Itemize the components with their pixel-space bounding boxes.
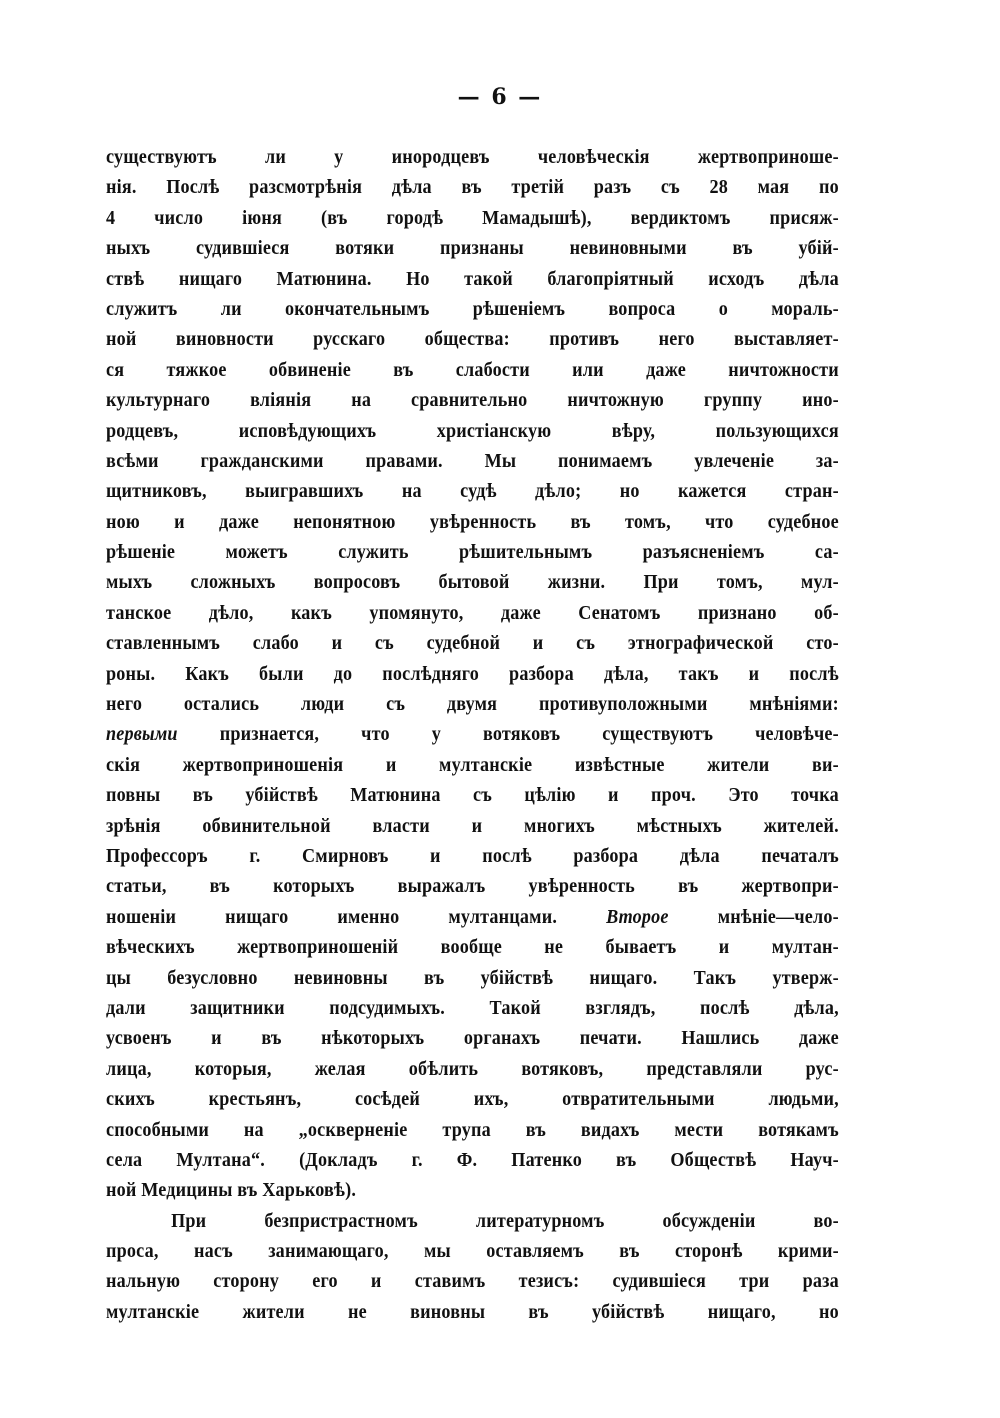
line-text: повны въ убійствѣ Матюнина съ цѣлію и проч. Это точка xyxy=(106,785,839,807)
line-text: ствѣ нищаго Матюнина. Но такой благопріятный исходъ дѣла xyxy=(106,268,839,290)
line-text: Профессоръ г. Смирновъ и послѣ разбора дѣла печаталъ xyxy=(106,845,839,867)
text-line xyxy=(106,964,839,994)
text-line xyxy=(106,629,839,659)
line-text: него остались люди съ двумя противуположными мнѣніями: xyxy=(106,694,839,716)
line-text: ся тяжкое обвиненіе въ слабости или даже ничтожности xyxy=(106,359,839,381)
line-text: ставленнымъ слабо и съ судебной и съ этнографической сто- xyxy=(106,633,839,655)
text-line xyxy=(106,234,839,264)
text-line xyxy=(106,842,839,872)
text-line xyxy=(106,173,839,203)
text-line xyxy=(106,690,839,720)
text-line xyxy=(106,1298,839,1328)
text-line xyxy=(106,660,839,690)
line-text: культурнаго вліянія на сравнительно ничтожную группу ино- xyxy=(106,390,839,412)
text-line xyxy=(106,204,839,234)
line-text: При безпристрастномъ литературномъ обсужденіи во- xyxy=(171,1210,839,1232)
line-text: роны. Какъ были до послѣдняго разбора дѣла, такъ и послѣ xyxy=(106,663,839,685)
text-line xyxy=(106,994,839,1024)
line-text: села Мултана“. (Докладъ г. Ф. Патенко въ Обществѣ Науч- xyxy=(106,1149,839,1171)
text-line xyxy=(106,325,839,355)
line-text: усвоенъ и въ нѣкоторыхъ органахъ печати. Нашлись даже xyxy=(106,1028,839,1050)
line-text: статьи, въ которыхъ выражалъ увѣренность въ жертвопри- xyxy=(106,876,839,898)
text-line xyxy=(106,812,839,842)
line-text: рѣшеніе можетъ служить рѣшительнымъ разъясненіемъ са- xyxy=(106,542,839,564)
line-text: родцевъ, исповѣдующихъ христіанскую вѣру, пользующихся xyxy=(106,420,839,442)
text-line xyxy=(106,751,839,781)
text-line xyxy=(106,265,839,295)
line-text: проса, насъ занимающаго, мы оставляемъ въ сторонѣ крими- xyxy=(106,1241,839,1263)
text-line xyxy=(106,720,839,750)
text-line xyxy=(106,933,839,963)
text-line xyxy=(106,143,839,173)
italic-emphasis: Второе xyxy=(606,906,669,928)
text-line xyxy=(106,1116,839,1146)
line-text: нія. Послѣ разсмотрѣнія дѣла въ третій разъ съ 28 мая по xyxy=(106,177,839,199)
line-text: 4 число іюня (въ городѣ Мамадышѣ), вердиктомъ присяж- xyxy=(106,207,839,229)
line-text: скія жертвоприношенія и мултанскіе извѣстные жители ви- xyxy=(106,754,839,776)
line-text: ныхъ судившіеся вотяки признаны невиновными въ убій- xyxy=(106,238,839,260)
body-text xyxy=(106,143,839,1328)
line-text: ношеніи нищаго именно мултанцами. xyxy=(106,906,607,928)
text-line xyxy=(106,568,839,598)
line-text: ной виновности русскаго общества: противъ него выставляет- xyxy=(106,329,839,351)
text-line xyxy=(106,599,839,629)
text-line xyxy=(106,356,839,386)
text-line xyxy=(106,1024,839,1054)
line-text: существуютъ ли у инородцевъ человѣческія жертвоприноше- xyxy=(106,147,839,168)
text-line xyxy=(106,1207,839,1237)
line-text: способными на „оскверненіе трупа въ видахъ мести вотякамъ xyxy=(106,1119,839,1141)
text-line xyxy=(106,447,839,477)
text-line xyxy=(106,386,839,416)
line-text: служитъ ли окончательнымъ рѣшеніемъ вопроса о мораль- xyxy=(106,298,839,320)
page-number: — 6 — xyxy=(457,84,543,110)
text-line xyxy=(106,1176,839,1206)
line-text: щитниковъ, выигравшихъ на судѣ дѣло; но кажется стран- xyxy=(106,481,839,503)
text-line xyxy=(106,417,839,447)
text-line xyxy=(106,1055,839,1085)
line-text: мыхъ сложныхъ вопросовъ бытовой жизни. При томъ, мул- xyxy=(106,572,839,594)
text-line xyxy=(106,872,839,902)
text-line xyxy=(106,1267,839,1297)
line-text: танское дѣло, какъ упомянуто, даже Сенатомъ признано об- xyxy=(106,602,839,624)
text-line xyxy=(106,477,839,507)
line-text: признается, что у вотяковъ существуютъ человѣче- xyxy=(177,724,839,746)
line-text: ною и даже непонятною увѣренность въ томъ, что судебное xyxy=(106,511,839,533)
text-line xyxy=(106,781,839,811)
line-text: цы безусловно невиновны въ убійствѣ нищаго. Такъ утверж- xyxy=(106,967,839,989)
text-line xyxy=(106,508,839,538)
line-text: мнѣніе—чело- xyxy=(668,906,839,928)
line-text: дали защитники подсудимыхъ. Такой взглядъ, послѣ дѣла, xyxy=(106,997,839,1019)
line-text: нальную сторону его и ставимъ тезисъ: судившіеся три раза xyxy=(106,1271,839,1293)
text-line xyxy=(106,1085,839,1115)
line-text: вѣческихъ жертвоприношеній вообще не бываетъ и мултан- xyxy=(106,937,839,959)
line-text: ной Медицины въ Харьковѣ). xyxy=(106,1180,357,1202)
line-text: зрѣнія обвинительной власти и многихъ мѣстныхъ жителей. xyxy=(106,815,839,837)
text-line xyxy=(106,295,839,325)
text-line xyxy=(106,1146,839,1176)
text-line xyxy=(106,1237,839,1267)
line-text: мултанскіе жители не виновны въ убійствѣ нищаго, но xyxy=(106,1301,839,1323)
text-line xyxy=(106,903,839,933)
line-text: скихъ крестьянъ, сосѣдей ихъ, отвратительными людьми, xyxy=(106,1089,839,1111)
line-text: всѣми гражданскими правами. Мы понимаемъ увлеченіе за- xyxy=(106,450,839,472)
line-text: лица, которыя, желая обѣлить вотяковъ, представляли рус- xyxy=(106,1058,839,1080)
italic-emphasis: первыми xyxy=(106,724,178,746)
text-line xyxy=(106,538,839,568)
